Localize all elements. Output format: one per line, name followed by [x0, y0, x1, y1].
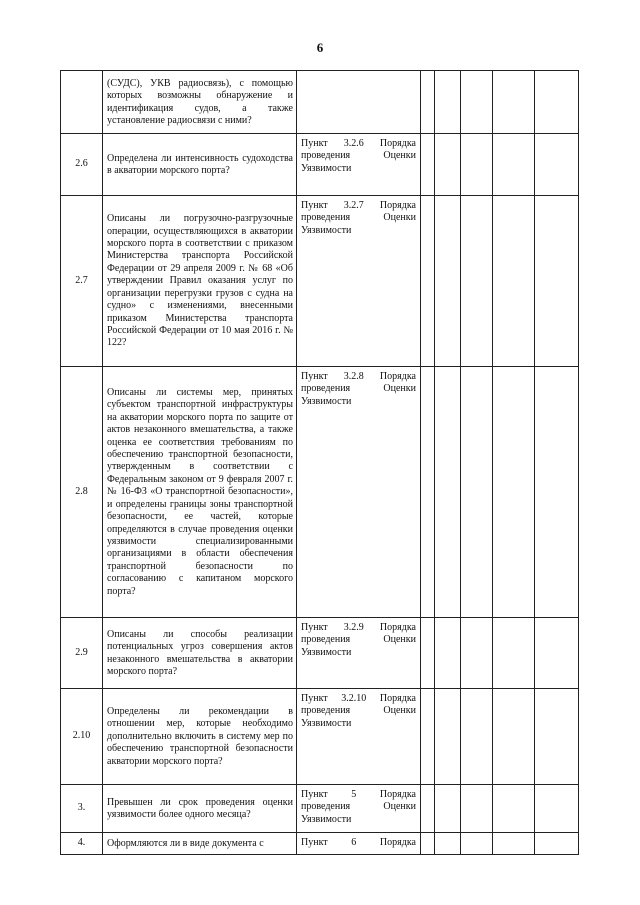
question-text: Описаны ли способы реализации потенциальных угроз совершения актов незаконного вмешательства в акватории морского порта?: [103, 618, 297, 689]
table-row: [61, 833, 579, 855]
answer-cell: [435, 689, 461, 785]
answer-cell: [535, 785, 579, 833]
answer-cell: [535, 196, 579, 367]
answer-cell: [535, 689, 579, 785]
table-row: [61, 367, 579, 618]
answer-cell: [421, 196, 435, 367]
answer-cell: [461, 618, 493, 689]
answer-cell: [421, 833, 435, 855]
answer-cell: [461, 134, 493, 196]
reference-cell: Пункт 3.2.8 Порядка проведения Оценки Уязвимости: [297, 367, 421, 618]
answer-cell: [461, 785, 493, 833]
answer-cell: [535, 833, 579, 855]
table-row: [61, 689, 579, 785]
answer-cell: [493, 196, 535, 367]
answer-cell: [435, 618, 461, 689]
table-row: [61, 618, 579, 689]
answer-cell: [493, 785, 535, 833]
answer-cell: [421, 785, 435, 833]
reference-cell: Пункт 5 Порядка проведения Оценки Уязвимости: [297, 785, 421, 833]
item-number: 4.: [61, 833, 103, 855]
answer-cell: [435, 367, 461, 618]
question-text: Определена ли интенсивность судоходства в акватории морского порта?: [103, 134, 297, 196]
reference-cell: Пункт 3.2.7 Порядка проведения Оценки Уязвимости: [297, 196, 421, 367]
table-row: [61, 196, 579, 367]
answer-cell: [535, 134, 579, 196]
answer-cell: [435, 833, 461, 855]
answer-cell: [435, 134, 461, 196]
item-number: 2.8: [61, 367, 103, 618]
answer-cell: [461, 71, 493, 134]
answer-cell: [421, 689, 435, 785]
table-row: [61, 134, 579, 196]
answer-cell: [421, 134, 435, 196]
answer-cell: [435, 785, 461, 833]
answer-cell: [421, 71, 435, 134]
reference-cell: Пункт 3.2.6 Порядка проведения Оценки Уязвимости: [297, 134, 421, 196]
answer-cell: [461, 689, 493, 785]
item-number: 3.: [61, 785, 103, 833]
answer-cell: [535, 367, 579, 618]
item-number: 2.7: [61, 196, 103, 367]
answer-cell: [535, 618, 579, 689]
question-text: Описаны ли погрузочно-разгрузочные операции, осуществляющихся в акватории морского порта в соответствии с приказом Министерства транспорта Российской Федерации от 29 апреля 2009 г. № 68 «Об утверждении Правил оказания услуг по организации перегрузки грузов с судна на судно» с изменениями, внесенными приказом Министерства транспорта Российской Федерации от 10 мая 2016 г. № 122?: [103, 196, 297, 367]
table-row: [61, 71, 579, 134]
checklist-table: [60, 70, 579, 855]
answer-cell: [535, 71, 579, 134]
answer-cell: [461, 833, 493, 855]
answer-cell: [461, 196, 493, 367]
answer-cell: [493, 134, 535, 196]
answer-cell: [435, 196, 461, 367]
reference-cell: Пункт 6 Порядка: [297, 833, 421, 855]
item-number: [61, 71, 103, 134]
answer-cell: [435, 71, 461, 134]
item-number: 2.9: [61, 618, 103, 689]
answer-cell: [421, 367, 435, 618]
question-text: Определены ли рекомендации в отношении мер, которые необходимо дополнительно включить в систему мер по обеспечению транспортной безопасности акватории морского порта?: [103, 689, 297, 785]
answer-cell: [493, 367, 535, 618]
answer-cell: [461, 367, 493, 618]
question-text: (СУДС), УКВ радиосвязь), с помощью которых возможны обнаружение и идентификация судов, а также установление радиосвязи с ними?: [103, 71, 297, 134]
answer-cell: [493, 833, 535, 855]
item-number: 2.10: [61, 689, 103, 785]
answer-cell: [493, 618, 535, 689]
reference-cell: [297, 71, 421, 134]
answer-cell: [493, 689, 535, 785]
table-row: [61, 785, 579, 833]
answer-cell: [493, 71, 535, 134]
question-text: Оформляются ли в виде документа с: [103, 833, 297, 855]
question-text: Превышен ли срок проведения оценки уязвимости более одного месяца?: [103, 785, 297, 833]
page-number: 6: [316, 40, 324, 55]
item-number: 2.6: [61, 134, 103, 196]
question-text: Описаны ли системы мер, принятых субъектом транспортной инфраструктуры на акватории морского порта по защите от актов незаконного вмешательства, а также оценка ее соответствия требованиям по обеспечению транспортной безопасности, утвержденным в соответствии с Федеральным законом от 9 февраля 2007 г. № 16-ФЗ «О транспортной безопасности», и определены границы зоны транспортной безопасности, ее частей, которые определяются в случае проведения оценки уязвимости специализированными организациями в области обеспечения транспортной безопасности по согласованию с капитаном морского порта?: [103, 367, 297, 618]
reference-cell: Пункт 3.2.10 Порядка проведения Оценки Уязвимости: [297, 689, 421, 785]
reference-cell: Пункт 3.2.9 Порядка проведения Оценки Уязвимости: [297, 618, 421, 689]
answer-cell: [421, 618, 435, 689]
